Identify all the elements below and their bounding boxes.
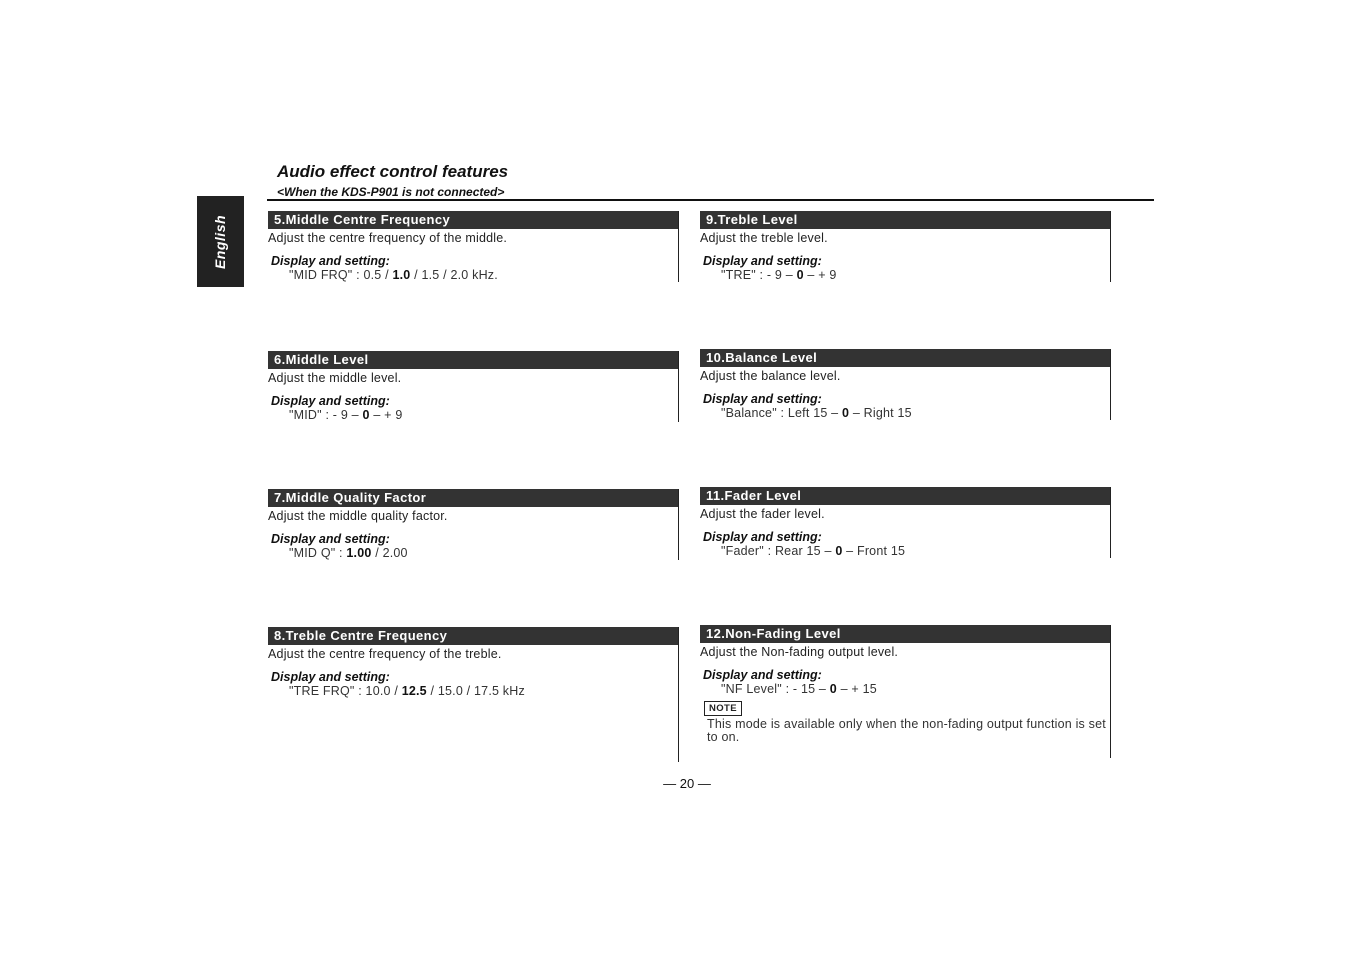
- value-prefix: "Fader" : Rear 15 –: [721, 544, 836, 558]
- note-text: This mode is available only when the non-fading output function is set to on.: [707, 717, 1106, 744]
- setting-value: [721, 544, 1110, 558]
- section-title: 9.Treble Level: [700, 211, 1110, 229]
- section-description: Adjust the centre frequency of the treble.: [268, 647, 502, 661]
- display-setting-label: Display and setting:: [271, 532, 390, 546]
- page-number: — 20 —: [663, 776, 711, 791]
- value-default: 1.00: [346, 546, 372, 560]
- page-title: Audio effect control features: [277, 162, 509, 181]
- note-badge: NOTE: [704, 701, 742, 716]
- setting-value: [721, 682, 1110, 696]
- setting-value: [721, 268, 1110, 282]
- value-prefix: "MID Q" :: [289, 546, 347, 560]
- section-description: Adjust the middle quality factor.: [268, 509, 448, 523]
- value-default: 0: [829, 682, 837, 696]
- section-title: 7.Middle Quality Factor: [268, 489, 678, 507]
- display-setting-label: Display and setting:: [703, 668, 822, 682]
- value-suffix: / 15.0 / 17.5 kHz: [426, 684, 525, 698]
- section-description: Adjust the middle level.: [268, 371, 402, 385]
- setting-value: [289, 546, 678, 560]
- value-prefix: "NF Level" : - 15 –: [721, 682, 830, 696]
- section-title: 11.Fader Level: [700, 487, 1110, 505]
- section-description: Adjust the treble level.: [700, 231, 828, 245]
- display-setting-label: Display and setting:: [703, 530, 822, 544]
- setting-value: [721, 406, 1110, 420]
- value-suffix: – + 9: [803, 268, 837, 282]
- value-suffix: – + 9: [369, 408, 403, 422]
- value-prefix: "Balance" : Left 15 –: [721, 406, 842, 420]
- section-fader-level: [700, 487, 1111, 558]
- value-default: 1.0: [392, 268, 411, 282]
- section-middle-level: [268, 351, 679, 422]
- value-suffix: – + 15: [836, 682, 877, 696]
- section-treble-centre-frequency: [268, 627, 678, 698]
- page-subtitle: <When the KDS-P901 is not connected>: [277, 185, 505, 199]
- section-title: 6.Middle Level: [268, 351, 678, 369]
- display-setting-label: Display and setting:: [703, 392, 822, 406]
- value-prefix: "TRE FRQ" : 10.0 /: [289, 684, 402, 698]
- value-prefix: "TRE" : - 9 –: [721, 268, 797, 282]
- value-default: 0: [842, 406, 850, 420]
- display-setting-label: Display and setting:: [271, 394, 390, 408]
- value-suffix: – Right 15: [849, 406, 912, 420]
- column-divider: [678, 627, 679, 762]
- value-suffix: / 2.00: [371, 546, 408, 560]
- section-title: 5.Middle Centre Frequency: [268, 211, 678, 229]
- setting-value: [289, 408, 678, 422]
- section-title: 12.Non-Fading Level: [700, 625, 1110, 643]
- section-middle-quality-factor: [268, 489, 679, 560]
- value-prefix: "MID" : - 9 –: [289, 408, 363, 422]
- section-balance-level: [700, 349, 1111, 420]
- section-description: Adjust the centre frequency of the middle.: [268, 231, 508, 245]
- section-title: 10.Balance Level: [700, 349, 1110, 367]
- value-default: 0: [796, 268, 804, 282]
- value-default: 12.5: [401, 684, 427, 698]
- value-prefix: "MID FRQ" : 0.5 /: [289, 268, 393, 282]
- display-setting-label: Display and setting:: [271, 670, 390, 684]
- language-tab: [197, 196, 244, 287]
- header-rule: [267, 199, 1154, 201]
- language-tab-label: English: [212, 214, 229, 269]
- section-description: Adjust the balance level.: [700, 369, 841, 383]
- value-default: 0: [362, 408, 370, 422]
- setting-value: [289, 268, 678, 282]
- value-suffix: – Front 15: [842, 544, 906, 558]
- section-middle-centre-frequency: [268, 211, 679, 282]
- section-description: Adjust the Non-fading output level.: [700, 645, 899, 659]
- value-suffix: / 1.5 / 2.0 kHz.: [410, 268, 498, 282]
- display-setting-label: Display and setting:: [703, 254, 822, 268]
- section-title: 8.Treble Centre Frequency: [268, 627, 678, 645]
- display-setting-label: Display and setting:: [271, 254, 390, 268]
- section-non-fading-level: [700, 625, 1111, 758]
- section-description: Adjust the fader level.: [700, 507, 825, 521]
- setting-value: [289, 684, 678, 698]
- section-treble-level: [700, 211, 1111, 282]
- value-default: 0: [835, 544, 843, 558]
